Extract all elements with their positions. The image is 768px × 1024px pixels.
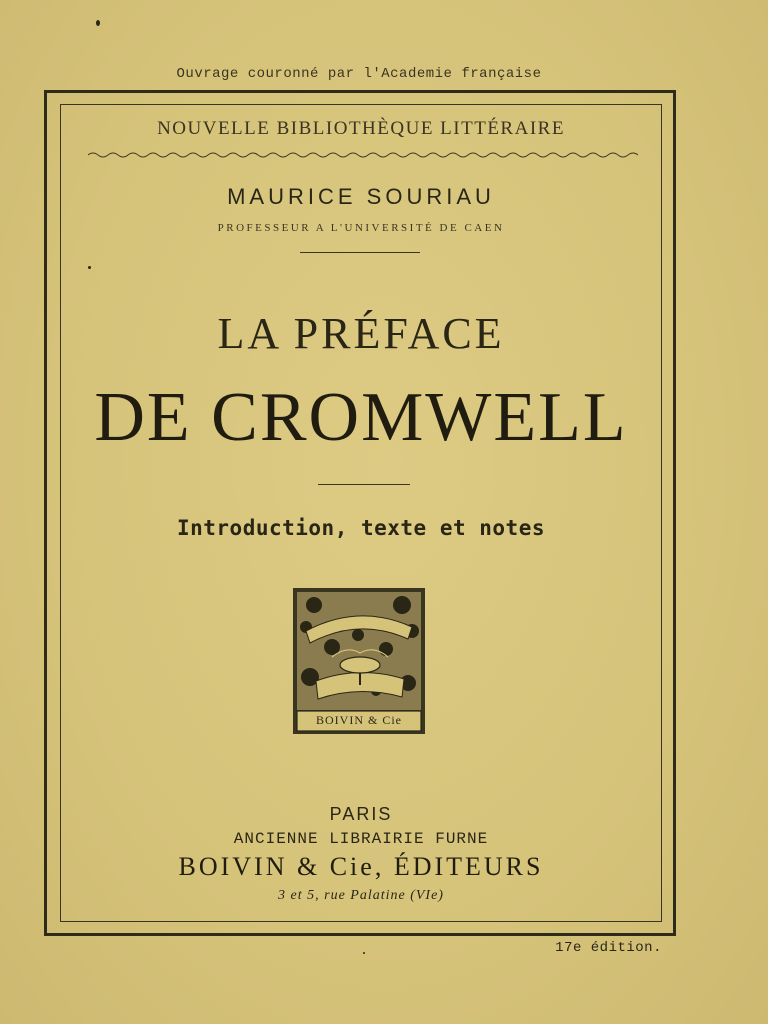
publisher-address: 3 et 5, rue Palatine (VIe) <box>278 888 444 903</box>
publisher-name: BOIVIN & Cie, ÉDITEURS <box>178 852 544 881</box>
ink-speck <box>96 20 100 26</box>
title-line-2: DE CROMWELL <box>94 379 628 456</box>
emblem-caption: BOIVIN & Cie <box>316 713 402 727</box>
subtitle: Introduction, texte et notes <box>176 516 545 540</box>
wavy-divider <box>88 150 638 160</box>
divider-rule <box>318 484 410 485</box>
edition-number: 17e édition. <box>555 940 662 956</box>
author-affiliation: PROFESSEUR A L'UNIVERSITÉ DE CAEN <box>217 222 505 234</box>
series-title: NOUVELLE BIBLIOTHÈQUE LITTÉRAIRE <box>157 118 565 139</box>
publication-city: PARIS <box>329 804 393 824</box>
divider-rule <box>300 252 420 253</box>
title-line-1: LA PRÉFACE <box>217 309 505 358</box>
bookseller-name: ANCIENNE LIBRAIRIE FURNE <box>233 830 489 848</box>
award-note: Ouvrage couronné par l'Academie française <box>176 66 542 82</box>
ink-speck <box>363 952 365 954</box>
author-name: MAURICE SOURIAU <box>227 184 495 209</box>
